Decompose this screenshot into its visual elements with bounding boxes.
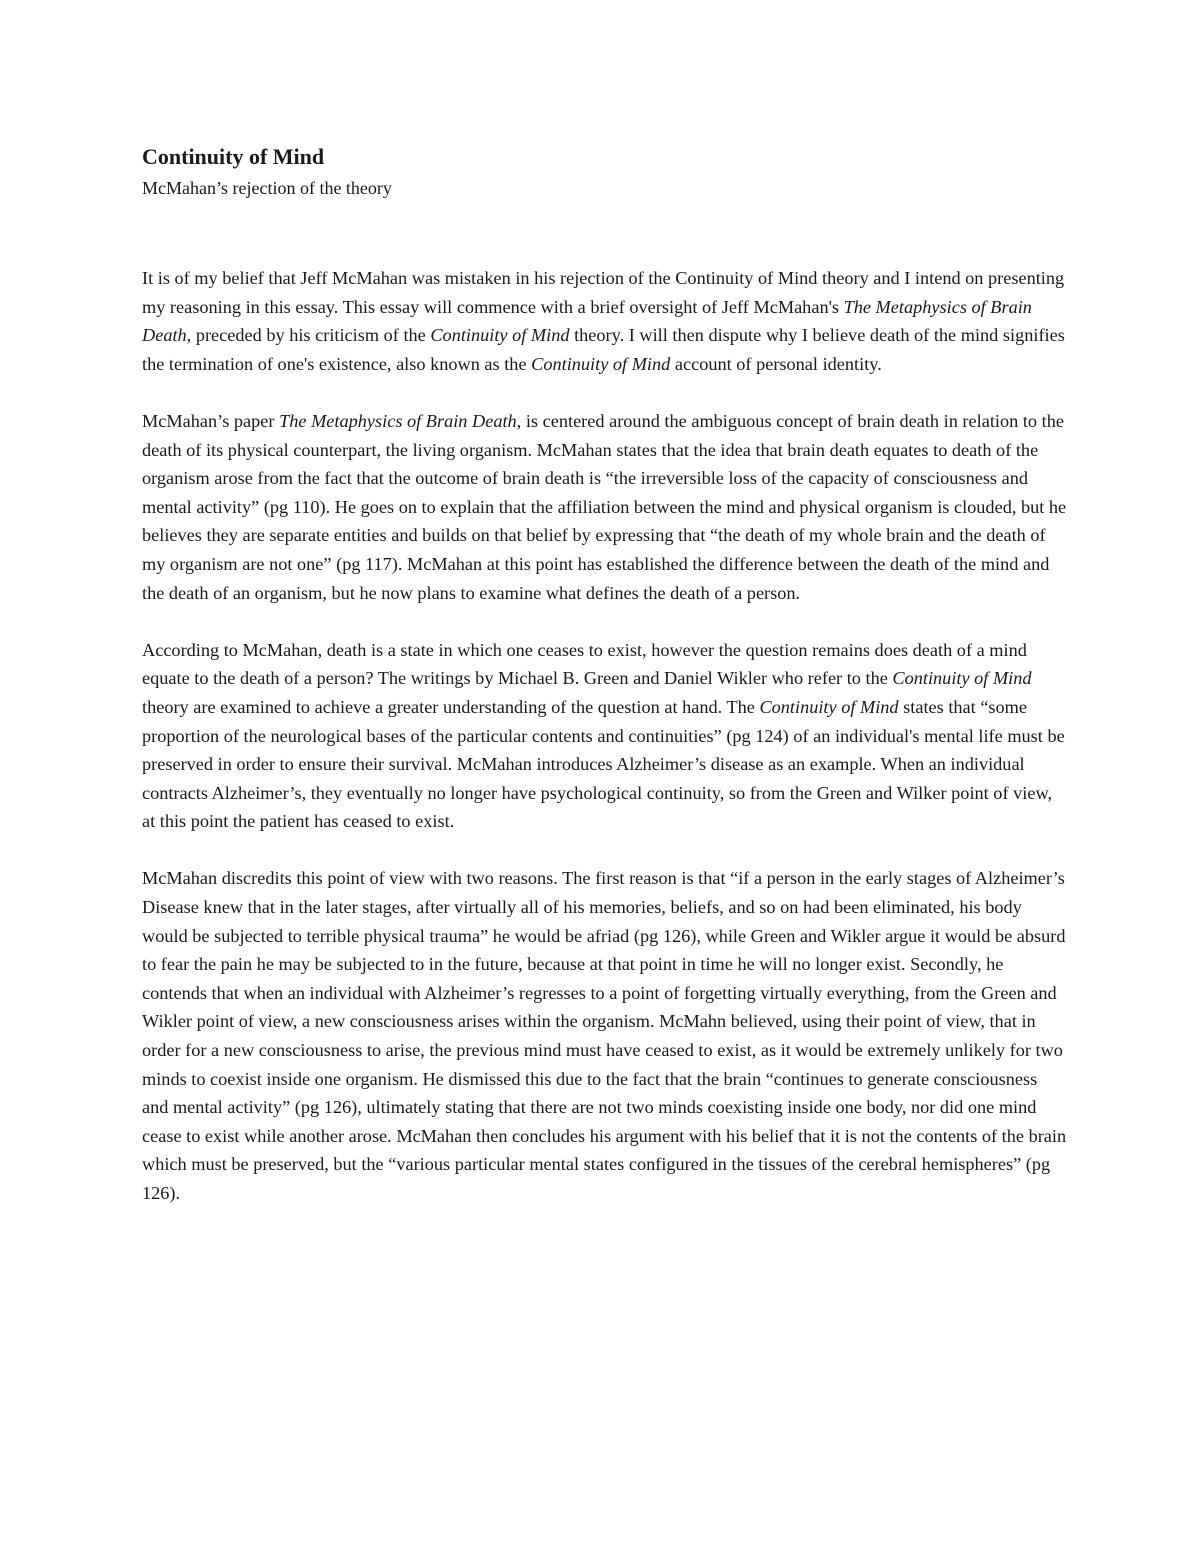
paragraph-2-segment-2: The Metaphysics of Brain Death, [279, 410, 522, 431]
paragraph-3-segment-1: According to McMahan, death is a state in which one ceases to exist, however the question remains does death of a mind equate to the death of a person? The writings by Michael B. Green and Daniel Wikler who refer to the [142, 639, 1027, 689]
paragraph-4 [142, 864, 1067, 1207]
document-page [142, 140, 1067, 1236]
paragraph-2-segment-1: McMahan’s paper [142, 410, 280, 431]
paragraph-3 [142, 636, 1067, 836]
document-subtitle: McMahan’s rejection of the theory [142, 178, 392, 198]
paragraph-1-segment-4: Continuity of Mind [430, 325, 570, 346]
paragraph-1-segment-6: Continuity of Mind [531, 353, 671, 374]
paragraph-1-segment-3: preceded by his criticism of the [191, 325, 431, 346]
document-title: Continuity of Mind [142, 144, 325, 169]
paragraph-2 [142, 407, 1067, 607]
paragraph-1-segment-2: The Metaphysics of Brain Death, [142, 296, 1032, 346]
paragraph-1 [142, 264, 1067, 378]
paragraph-1-segment-7: account of personal identity. [670, 353, 882, 374]
paragraph-3-segment-3: theory are examined to achieve a greater understanding of the question at hand. The [142, 696, 760, 717]
paragraph-2-segment-3: is centered around the ambiguous concept of brain death in relation to the death of its physical counterpart, the living organism. McMahan states that the idea that brain death equates to death of the organism arose from the fact that the outcome of brain death is “the irreversible loss of the capacity of consciousness and mental activity” (pg 110). He goes on to explain that the affiliation between the mind and physical organism is clouded, but he believes they are separate entities and builds on that belief by expressing that “the death of my whole brain and the death of my organism are not one” (pg 117). McMahan at this point has established the difference between the death of the mind and the death of an organism, but he now plans to examine what defines the death of a person. [142, 410, 1067, 603]
paragraph-4-segment-1: McMahan discredits this point of view with two reasons. The first reason is that “if a person in the early stages of Alzheimer’s Disease knew that in the later stages, after virtually all of his memories, beliefs, and so on had been eliminated, his body would be subjected to terrible physical trauma” he would be afriad (pg 126), while Green and Wikler argue it would be absurd to fear the pain he may be subjected to in the future, because at that point in time he will no longer exist. Secondly, he contends that when an individual with Alzheimer’s regresses to a point of forgetting virtually everything, from the Green and Wikler point of view, a new consciousness arises within the organism. McMahn believed, using their point of view, that in order for a new consciousness to arise, the previous mind must have ceased to exist, as it would be extremely unlikely for two minds to coexist inside one organism. He dismissed this due to the fact that the brain “continues to generate consciousness and mental activity” (pg 126), ultimately stating that there are not two minds coexisting inside one body, nor did one mind cease to exist while another arose. McMahan then concludes his argument with his belief that it is not the contents of the brain which must be preserved, but the “various particular mental states configured in the tissues of the cerebral hemispheres” (pg 126). [142, 868, 1067, 1203]
paragraph-1-segment-1: It is of my belief that Jeff McMahan was mistaken in his rejection of the Continuity of Mind theory and I intend on presenting my reasoning in this essay. This essay will commence with a brief oversight of Jeff McMahan's [142, 268, 1065, 317]
essay-body [142, 264, 1067, 1208]
paragraph-3-segment-2: Continuity of Mind [892, 668, 1032, 689]
paragraph-3-segment-4: Continuity of Mind [759, 696, 899, 717]
paragraph-1-segment-5: theory. I will then dispute why I believe death of the mind signifies the termination of one's existence, also known as the [142, 325, 1065, 374]
paragraph-3-segment-5: states that “some proportion of the neurological bases of the particular contents and continuities” (pg 124) of an individual's mental life must be preserved in order to ensure their survival. McMahan introduces Alzheimer’s disease as an example. When an individual contracts Alzheimer’s, they eventually no longer have psychological continuity, so from the Green and Wilker point of view, at this point the patient has ceased to exist. [142, 696, 1065, 832]
